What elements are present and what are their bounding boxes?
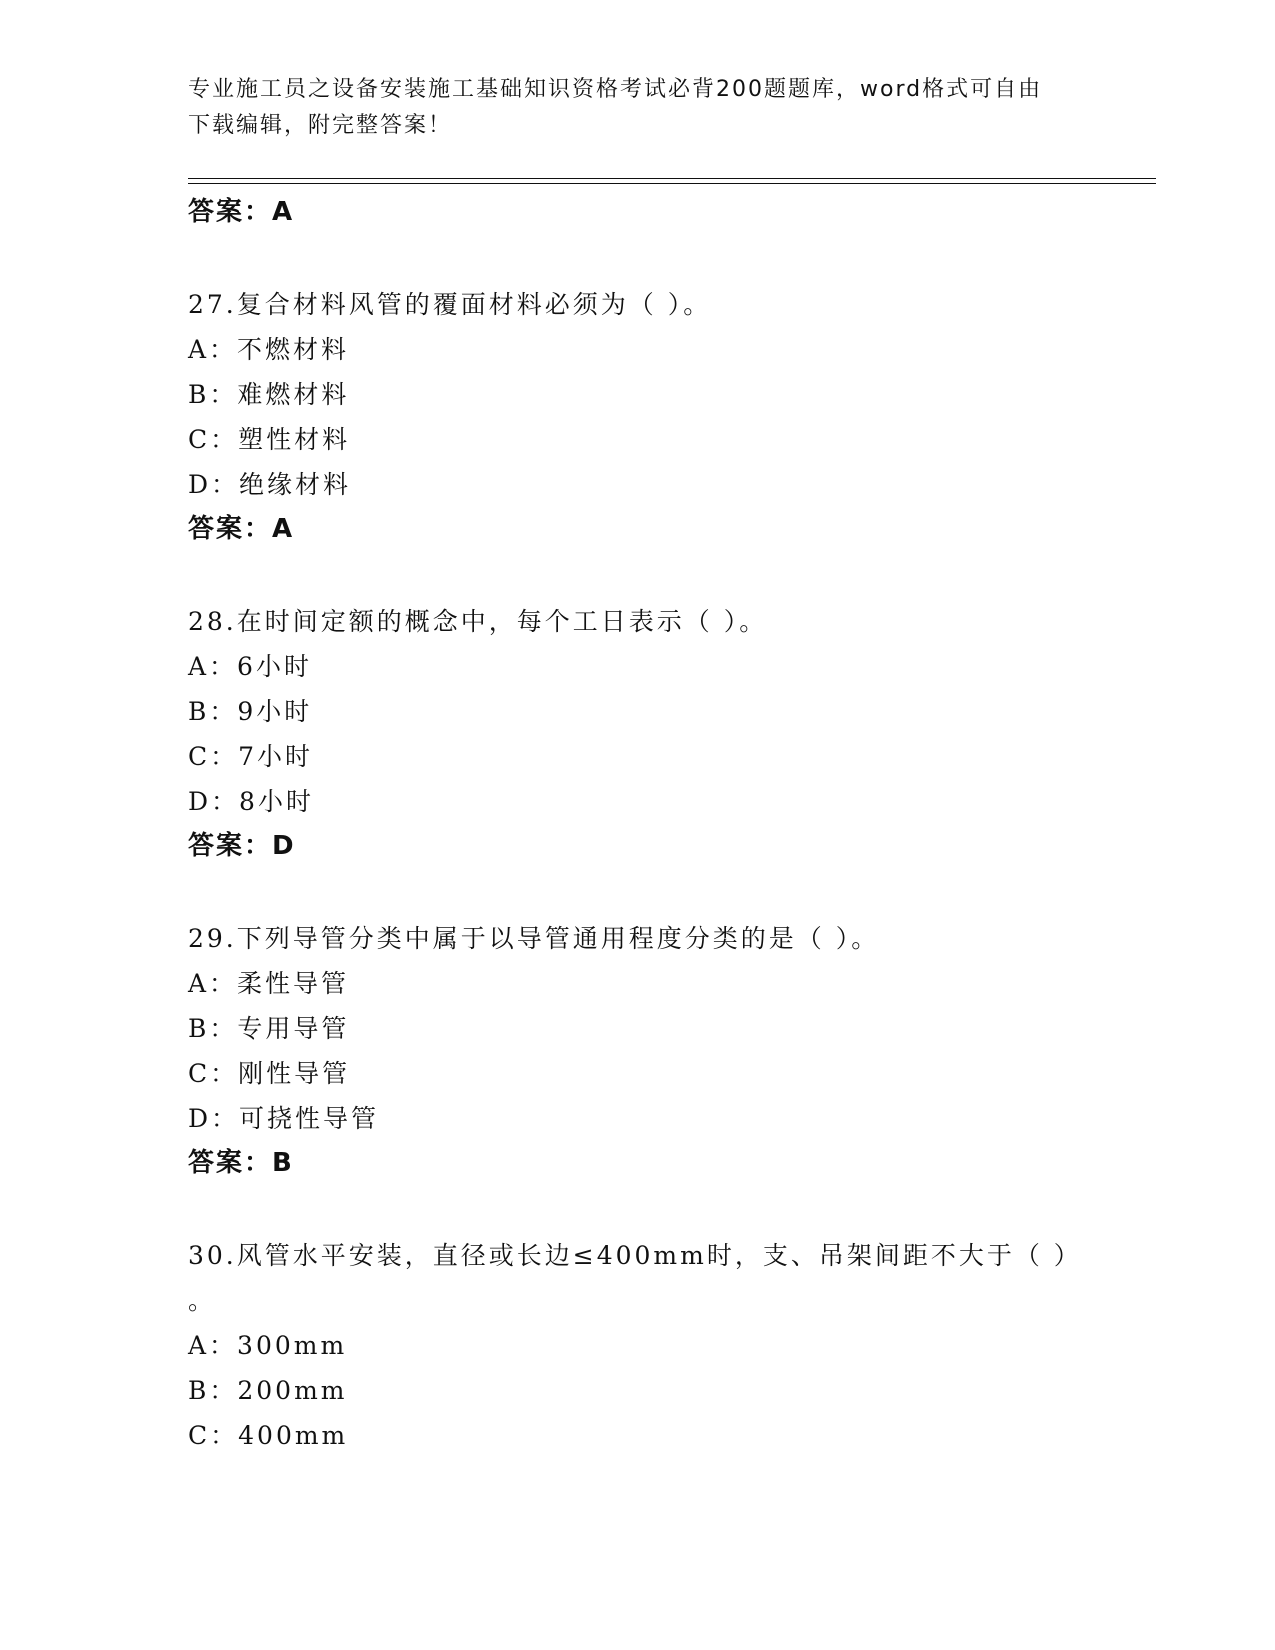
header-rule-top	[188, 178, 1156, 179]
question-stem: 27.复合材料风管的覆面材料必须为（ ）。	[188, 290, 712, 319]
question-stem-continuation: 。	[188, 1286, 217, 1315]
answer-label: 答案：D	[188, 831, 296, 861]
option-b: B：200mm	[188, 1376, 348, 1405]
option-c: C：7小时	[188, 742, 314, 771]
option-c: C：塑性材料	[188, 425, 351, 454]
question-stem: 28.在时间定额的概念中，每个工日表示（ ）。	[188, 607, 768, 636]
question-27	[188, 282, 1088, 552]
question-stem: 29.下列导管分类中属于以导管通用程度分类的是（ ）。	[188, 924, 880, 953]
question-stem: 30.风管水平安装，直径或长边≤400mm时，支、吊架间距不大于（ ）	[188, 1241, 1082, 1270]
answer-label: 答案：A	[188, 197, 295, 227]
option-a: A：不燃材料	[188, 335, 350, 364]
option-d: D：绝缘材料	[188, 470, 352, 499]
option-c: C：刚性导管	[188, 1059, 351, 1088]
document-header	[188, 72, 1088, 144]
question-28	[188, 599, 1088, 869]
header-line-2: 下载编辑，附完整答案！	[188, 113, 453, 138]
option-c: C：400mm	[188, 1421, 349, 1450]
option-b: B：难燃材料	[188, 380, 350, 409]
previous-answer-block	[188, 190, 1088, 235]
option-d: D：可挠性导管	[188, 1104, 380, 1133]
option-b: B：专用导管	[188, 1014, 350, 1043]
question-29	[188, 916, 1088, 1186]
option-d: D：8小时	[188, 787, 314, 816]
option-a: A：6小时	[188, 652, 312, 681]
answer-label: 答案：B	[188, 1148, 294, 1178]
header-rule-bottom	[188, 183, 1156, 184]
option-a: A：柔性导管	[188, 969, 350, 998]
question-30	[188, 1233, 1088, 1458]
option-b: B：9小时	[188, 697, 313, 726]
option-a: A：300mm	[188, 1331, 348, 1360]
answer-label: 答案：A	[188, 514, 295, 544]
header-line-1: 专业施工员之设备安装施工基础知识资格考试必背200题题库，word格式可自由	[188, 77, 1043, 102]
